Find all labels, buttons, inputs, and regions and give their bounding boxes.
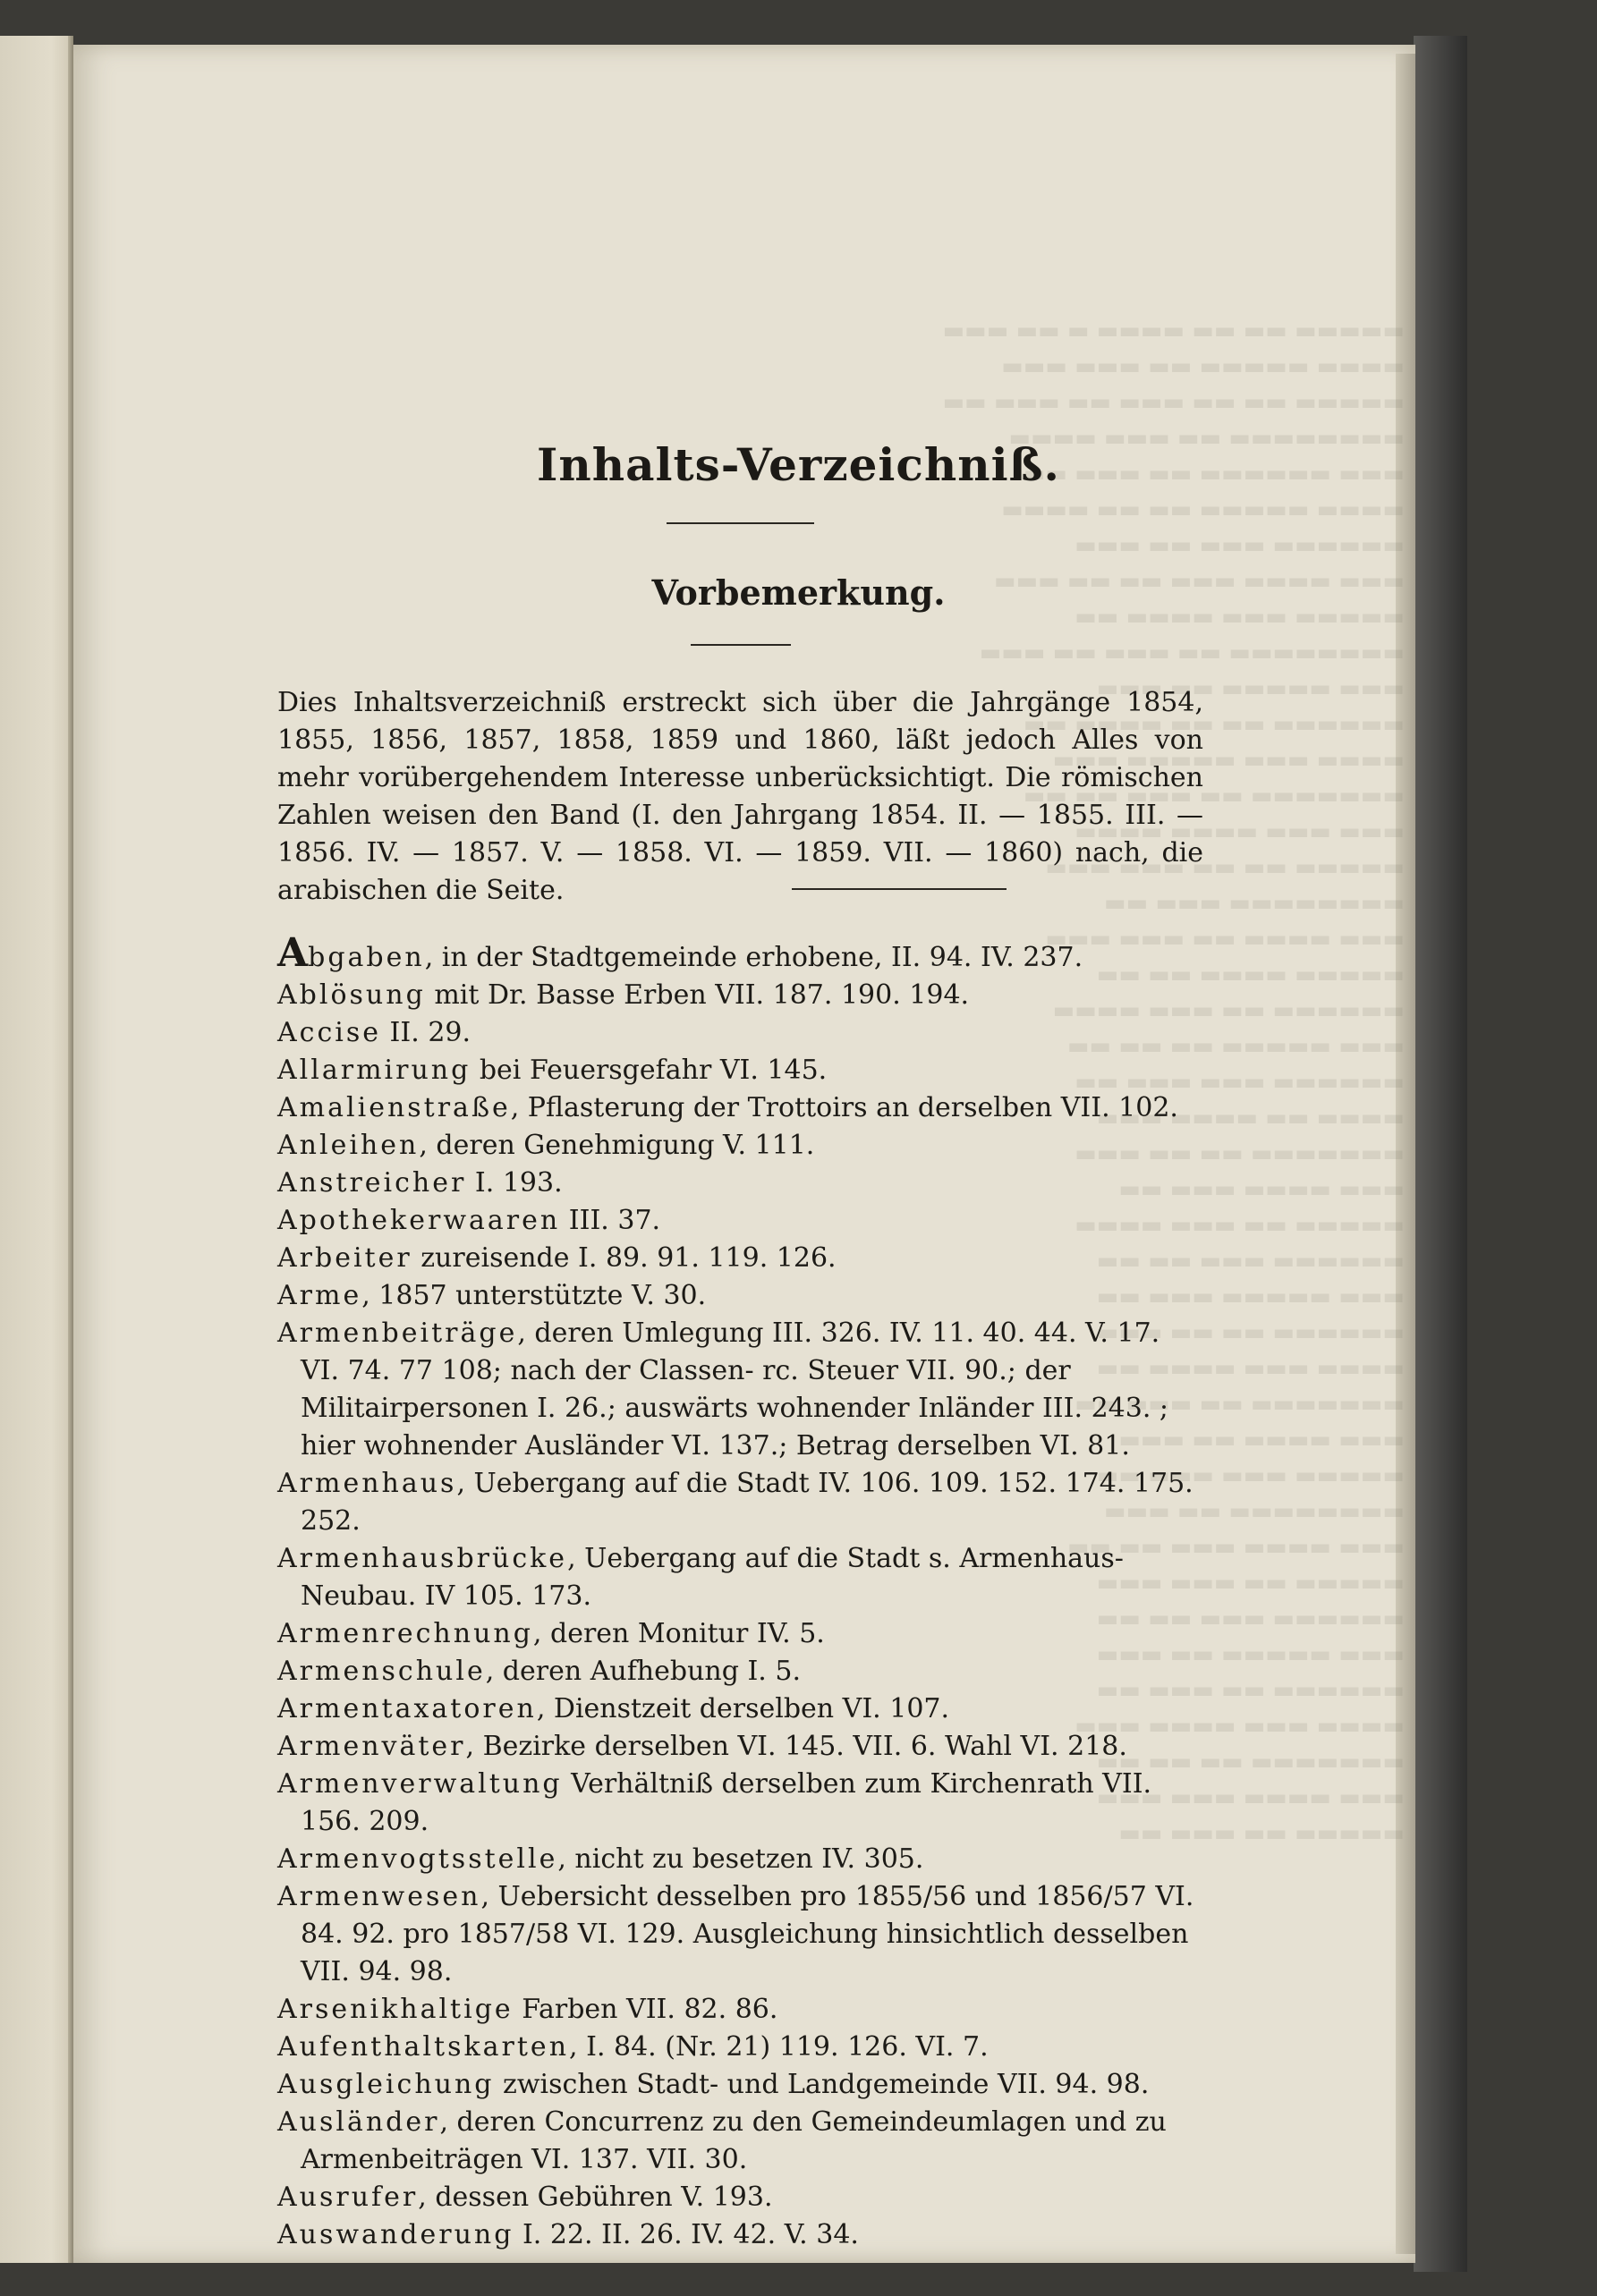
index-entry <box>277 1615 1203 1653</box>
index-entry <box>277 1540 1203 1615</box>
entry-references: Verhältniß derselben zum Kirchenrath VII. 156. 209. <box>301 1768 1152 1837</box>
index-entry <box>277 1202 1203 1240</box>
entry-headword: Armenwesen <box>277 1881 481 1912</box>
entry-references: , Pflasterung der Trottoirs an derselben VII. 102. <box>510 1092 1178 1123</box>
index-entry <box>277 1991 1203 2029</box>
entry-references: , in der Stadtgemeinde erhobene, II. 94. IV. 237. <box>424 942 1083 973</box>
heading-rule <box>691 644 791 646</box>
entry-headword: Armenhaus <box>277 1468 457 1499</box>
index-entries <box>277 930 1203 2254</box>
left-board <box>0 36 73 2263</box>
index-entry <box>277 1841 1203 1878</box>
index-entry <box>277 2066 1203 2104</box>
index-entry <box>277 977 1203 1014</box>
entry-headword: Ausrufer <box>277 2182 419 2213</box>
entry-headword: Armenväter <box>277 1731 466 1762</box>
index-entry <box>277 1052 1203 1089</box>
section-heading: Vorbemerkung. <box>651 572 946 613</box>
entry-references: , Dienstzeit derselben VI. 107. <box>536 1693 950 1724</box>
entry-headword: Arme <box>277 1280 362 1311</box>
entry-headword: Allarmirung <box>277 1055 471 1086</box>
entry-references: zwischen Stadt- und Landgemeinde VII. 94. 98. <box>494 2069 1150 2100</box>
entry-headword: Armenbeiträge <box>277 1317 518 1349</box>
index-entry <box>277 1240 1203 1277</box>
entry-references: , Bezirke derselben VI. 145. VII. 6. Wahl VI. 218. <box>465 1731 1127 1762</box>
index-entry <box>277 1127 1203 1165</box>
page-edge <box>1396 54 1415 2254</box>
entry-references: I. 193. <box>466 1167 563 1199</box>
index-entry <box>277 2104 1203 2179</box>
index-entry <box>277 1089 1203 1127</box>
title-rule <box>667 522 814 524</box>
entry-references: , deren Genehmigung V. 111. <box>419 1130 815 1161</box>
entry-references: Farben VII. 82. 86. <box>513 1994 778 2025</box>
index-entry <box>277 1165 1203 1202</box>
entry-headword: Arbeiter <box>277 1242 412 1274</box>
entry-references: , Uebersicht desselben pro 1855/56 und 1856/57 VI. 84. 92. pro 1857/58 VI. 129. Ausgleichung hinsichtlich desselben VII. 94. 98. <box>301 1881 1194 1987</box>
index-entry <box>277 2216 1203 2254</box>
entry-headword: Apothekerwaaren <box>277 1205 561 1236</box>
index-entry <box>277 1014 1203 1052</box>
entry-headword: Auswanderung <box>277 2219 514 2250</box>
intro-rule <box>792 888 1007 890</box>
entry-references: , Uebergang auf die Stadt s. Armenhaus-Neubau. IV 105. 173. <box>301 1543 1124 1612</box>
entry-references: , dessen Gebühren V. 193. <box>418 2182 773 2213</box>
entry-headword: Armenhausbrücke <box>277 1543 568 1574</box>
entry-headword: Accise <box>277 1017 382 1048</box>
index-entry <box>277 1878 1203 1991</box>
entry-references: , deren Aufhebung I. 5. <box>485 1656 801 1687</box>
entry-headword: Anleihen <box>277 1130 420 1161</box>
entry-headword: Arsenikhaltige <box>277 1994 514 2025</box>
entry-references: , deren Concurrenz zu den Gemeindeumlagen und zu Armenbeiträgen VI. 137. VII. 30. <box>301 2106 1167 2175</box>
entry-references: , Uebergang auf die Stadt IV. 106. 109. 152. 174. 175. 252. <box>301 1468 1194 1537</box>
entry-references: mit Dr. Basse Erben VII. 187. 190. 194. <box>425 979 970 1011</box>
entry-references: III. 37. <box>560 1205 661 1236</box>
index-entry <box>277 1690 1203 1728</box>
entry-references: , deren Monitur IV. 5. <box>532 1618 825 1649</box>
entry-headword: Amalienstraße <box>277 1092 511 1123</box>
entry-headword: Ablösung <box>277 979 426 1011</box>
index-entry <box>277 1653 1203 1690</box>
index-entry <box>277 2029 1203 2066</box>
entry-headword: bgaben <box>308 942 425 973</box>
entry-references: II. 29. <box>381 1017 471 1048</box>
intro-paragraph: Dies Inhaltsverzeichniß erstreckt sich über die Jahrgänge 1854, 1855, 1856, 1857, 1858, 1859 und 1860, läßt jedoch Alles von mehr vorübergehendem Interesse unberücksichtigt. Die römischen Zahlen weisen den Band (I. den Jahrgang 1854. II. — 1855. III. — 1856. IV. — 1857. V. — 1858. VI. — 1859. VII. — 1860) nach, die arabischen die Seite. <box>277 687 1203 906</box>
index-entry <box>277 930 1203 977</box>
index-entry <box>277 1766 1203 1841</box>
index-entry <box>277 1315 1203 1465</box>
entry-headword: Anstreicher <box>277 1167 467 1199</box>
index-entry <box>277 1277 1203 1315</box>
entry-headword: Ausgleichung <box>277 2069 495 2100</box>
index-entry <box>277 1465 1203 1540</box>
entry-headword: Ausländer <box>277 2106 440 2138</box>
index-entry <box>277 1728 1203 1766</box>
entry-references: , deren Umlegung III. 326. IV. 11. 40. 44. V. 17. VI. 74. 77 108; nach der Classen- rc. Steuer VII. 90.; der Militairpersonen I. 26.; auswärts wohnender Inländer III. 243. ; hier wohnender Ausländer VI. 137.; Betrag derselben VI. 81. <box>301 1317 1169 1461</box>
entry-headword: Armenverwaltung <box>277 1768 563 1800</box>
page-title: Inhalts-Verzeichniß. <box>537 438 1060 491</box>
entry-references: I. 22. II. 26. IV. 42. V. 34. <box>514 2219 859 2250</box>
entry-initial: A <box>277 930 309 976</box>
entry-headword: Armenschule <box>277 1656 486 1687</box>
entry-headword: Armentaxatoren <box>277 1693 537 1724</box>
entry-headword: Armenrechnung <box>277 1618 533 1649</box>
entry-references: bei Feuersgefahr VI. 145. <box>471 1055 828 1086</box>
entry-headword: Armenvogtsstelle <box>277 1843 558 1875</box>
book-cover <box>1414 36 1467 2272</box>
entry-references: , 1857 unterstützte V. 30. <box>361 1280 707 1311</box>
entry-references: , nicht zu besetzen IV. 305. <box>557 1843 924 1875</box>
index-entry <box>277 2179 1203 2216</box>
entry-references: , I. 84. (Nr. 21) 119. 126. VI. 7. <box>569 2031 989 2063</box>
entry-references: zureisende I. 89. 91. 119. 126. <box>412 1242 837 1274</box>
entry-headword: Aufenthaltskarten <box>277 2031 570 2063</box>
